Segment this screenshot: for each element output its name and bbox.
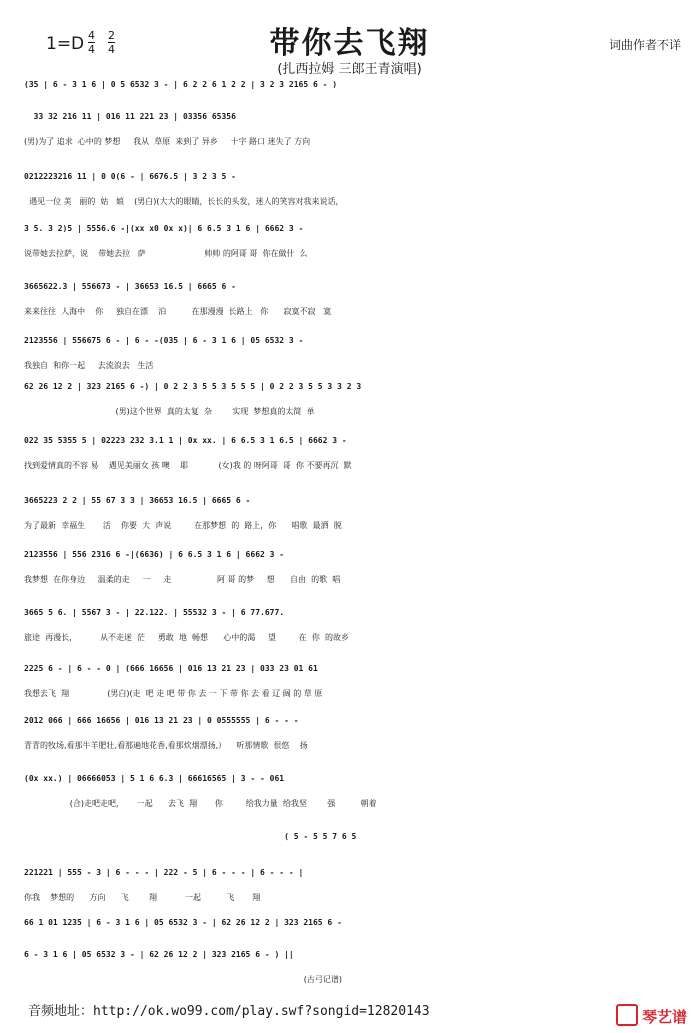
lyric-line: (合)走吧走吧， 一起 去飞 翔 你 给我力量 给我坚 强 朝着 (24, 799, 377, 808)
notation-line: 2123556 | 556 2316 6 -|(6636) | 6 6.5 3 1 6 | 6662 3 - (24, 550, 285, 559)
lyric-line: (男)这个世界 真的太复 杂 实现 梦想真的太简 单 (24, 407, 315, 416)
notation-line: ( 5 - 5 5 7 6 5 (24, 832, 357, 841)
lyric-line: 我梦想 在你身边 温柔的走 一 走 阿 哥 的梦 想 自由 的歌 唱 (24, 575, 341, 584)
notation-line: 33 32 216 11 | 016 11 221 23 | 03356 65356 (24, 112, 236, 121)
meter-2-bottom: 4 (108, 43, 115, 56)
singers: (扎西拉姆 三郎王青演唱) (277, 62, 422, 77)
notation-line: 62 26 12 2 | 323 2165 6 -) | 0 2 2 3 5 5 3 5 5 5 | 0 2 2 3 5 5 3 3 2 3 (24, 382, 362, 391)
notation-line: 2123556 | 556675 6 - | 6 - -(035 | 6 - 3 1 6 | 05 6532 3 - (24, 336, 304, 345)
lyric-line: 来来往往 人海中 你 独自在漂 泊 在那漫漫 长路上 你 寂寞不寂 寞 (24, 307, 332, 316)
credit: 词曲作者不详 (608, 38, 681, 52)
notation-line: 0212223216 11 | 0 0(6 - | 6676.5 | 3 2 3 5 - (24, 172, 236, 181)
meter-2-top: 2 (108, 29, 115, 42)
key-signature: 1=D (46, 34, 85, 54)
notation-line: (0x xx.) | 06666053 | 5 1 6 6.3 | 66616565 | 3 - - 061 (24, 774, 285, 783)
lyric-line: 旅途 再漫长， 从不走迷 茫 勇敢 地 畅想 心中的渴 望 在 你 的故乡 (24, 633, 349, 642)
lyric-line: 说带她去拉萨，说 带她去拉 萨 帅帅 的阿哥 哥 你在做什 么 (24, 249, 308, 258)
notation-line: 221221 | 555 - 3 | 6 - - - | 222 - 5 | 6 - - - | 6 - - - | (24, 868, 304, 877)
meter-1-bottom: 4 (88, 43, 95, 56)
lyric-line: 找到爱情真的不容 易 遇见美丽女 孩 噢 耶 (女)我 的 呀阿哥 哥 你 不要再沉 默 (24, 461, 352, 470)
site-logo[interactable] (616, 1004, 687, 1027)
notation-line: 6 - 3 1 6 | 05 6532 3 - | 62 26 12 2 | 323 2165 6 - ) || (24, 950, 294, 959)
lyric-line: 遇见一位 美 丽的 姑 娘 (男白)(大大的眼睛，长长的头发，迷人的笑容对我来说话， (24, 197, 344, 206)
notation-line: 3 5. 3 2)5 | 5556.6 -|(xx x0 0x x)| 6 6.5 3 1 6 | 6662 3 - (24, 224, 304, 233)
logo-text: 琴艺谱 (641, 1008, 687, 1026)
notation-line: 3665223 2 2 | 55 67 3 3 | 36653 16.5 | 6665 6 - (24, 496, 251, 505)
notation-line: (35 | 6 - 3 1 6 | 0 5 6532 3 - | 6 2 2 6 1 2 2 | 3 2 3 2165 6 - ) (24, 80, 338, 89)
song-title: 带你去飞翔 (269, 26, 430, 61)
audio-url[interactable]: 音频地址：http://ok.wo99.com/play.swf?songid=12820143 (28, 1004, 430, 1019)
lyric-line: 青青的牧场,看那牛羊肥壮,看那遍地花香,看那炊烟漂扬,） 听那情歌 很悠 扬 (24, 741, 308, 750)
lyric-line: 为了最新 幸福生 活 你要 大 声说 在那梦想 的 路上，你 唱歌 最洒 脱 (24, 521, 342, 530)
lyric-line: 你我 梦想的 方向 飞 翔 一起 飞 翔 (24, 893, 261, 902)
logo-icon (616, 1004, 638, 1026)
meter-1-top: 4 (88, 29, 95, 42)
notation-line: 3665622.3 | 556673 - | 36653 16.5 | 6665 6 - (24, 282, 236, 291)
lyric-line: (古弓记谱) (24, 975, 342, 984)
notation-line: 022 35 5355 5 | 02223 232 3.1 1 | 0x xx. | 6 6.5 3 1 6.5 | 6662 3 - (24, 436, 347, 445)
notation-line: 2225 6 - | 6 - - 0 | (666 16656 | 016 13 21 23 | 033 23 01 61 (24, 664, 318, 673)
notation-line: 3665 5 6. | 5567 3 - | 22.122. | 55532 3 - | 6 77.677. (24, 608, 285, 617)
notation-line: 66 1 01 1235 | 6 - 3 1 6 | 05 6532 3 - | 62 26 12 2 | 323 2165 6 - (24, 918, 342, 927)
lyric-line: 我想去飞 翔 (男白)(走 吧 走 吧 带 你 去 一 下 带 你 去 看 辽 阔 的 草 原 (24, 689, 323, 698)
notation-line: 2012 066 | 666 16656 | 016 13 21 23 | 0 0555555 | 6 - - - (24, 716, 299, 725)
lyric-line: 我独自 和你一起 去流浪去 生活 (24, 361, 154, 370)
lyric-line: (男)为了 追求 心中的 梦想 我从 草原 来到了 异乡 十字 路口 迷失了 方向 (24, 137, 311, 146)
